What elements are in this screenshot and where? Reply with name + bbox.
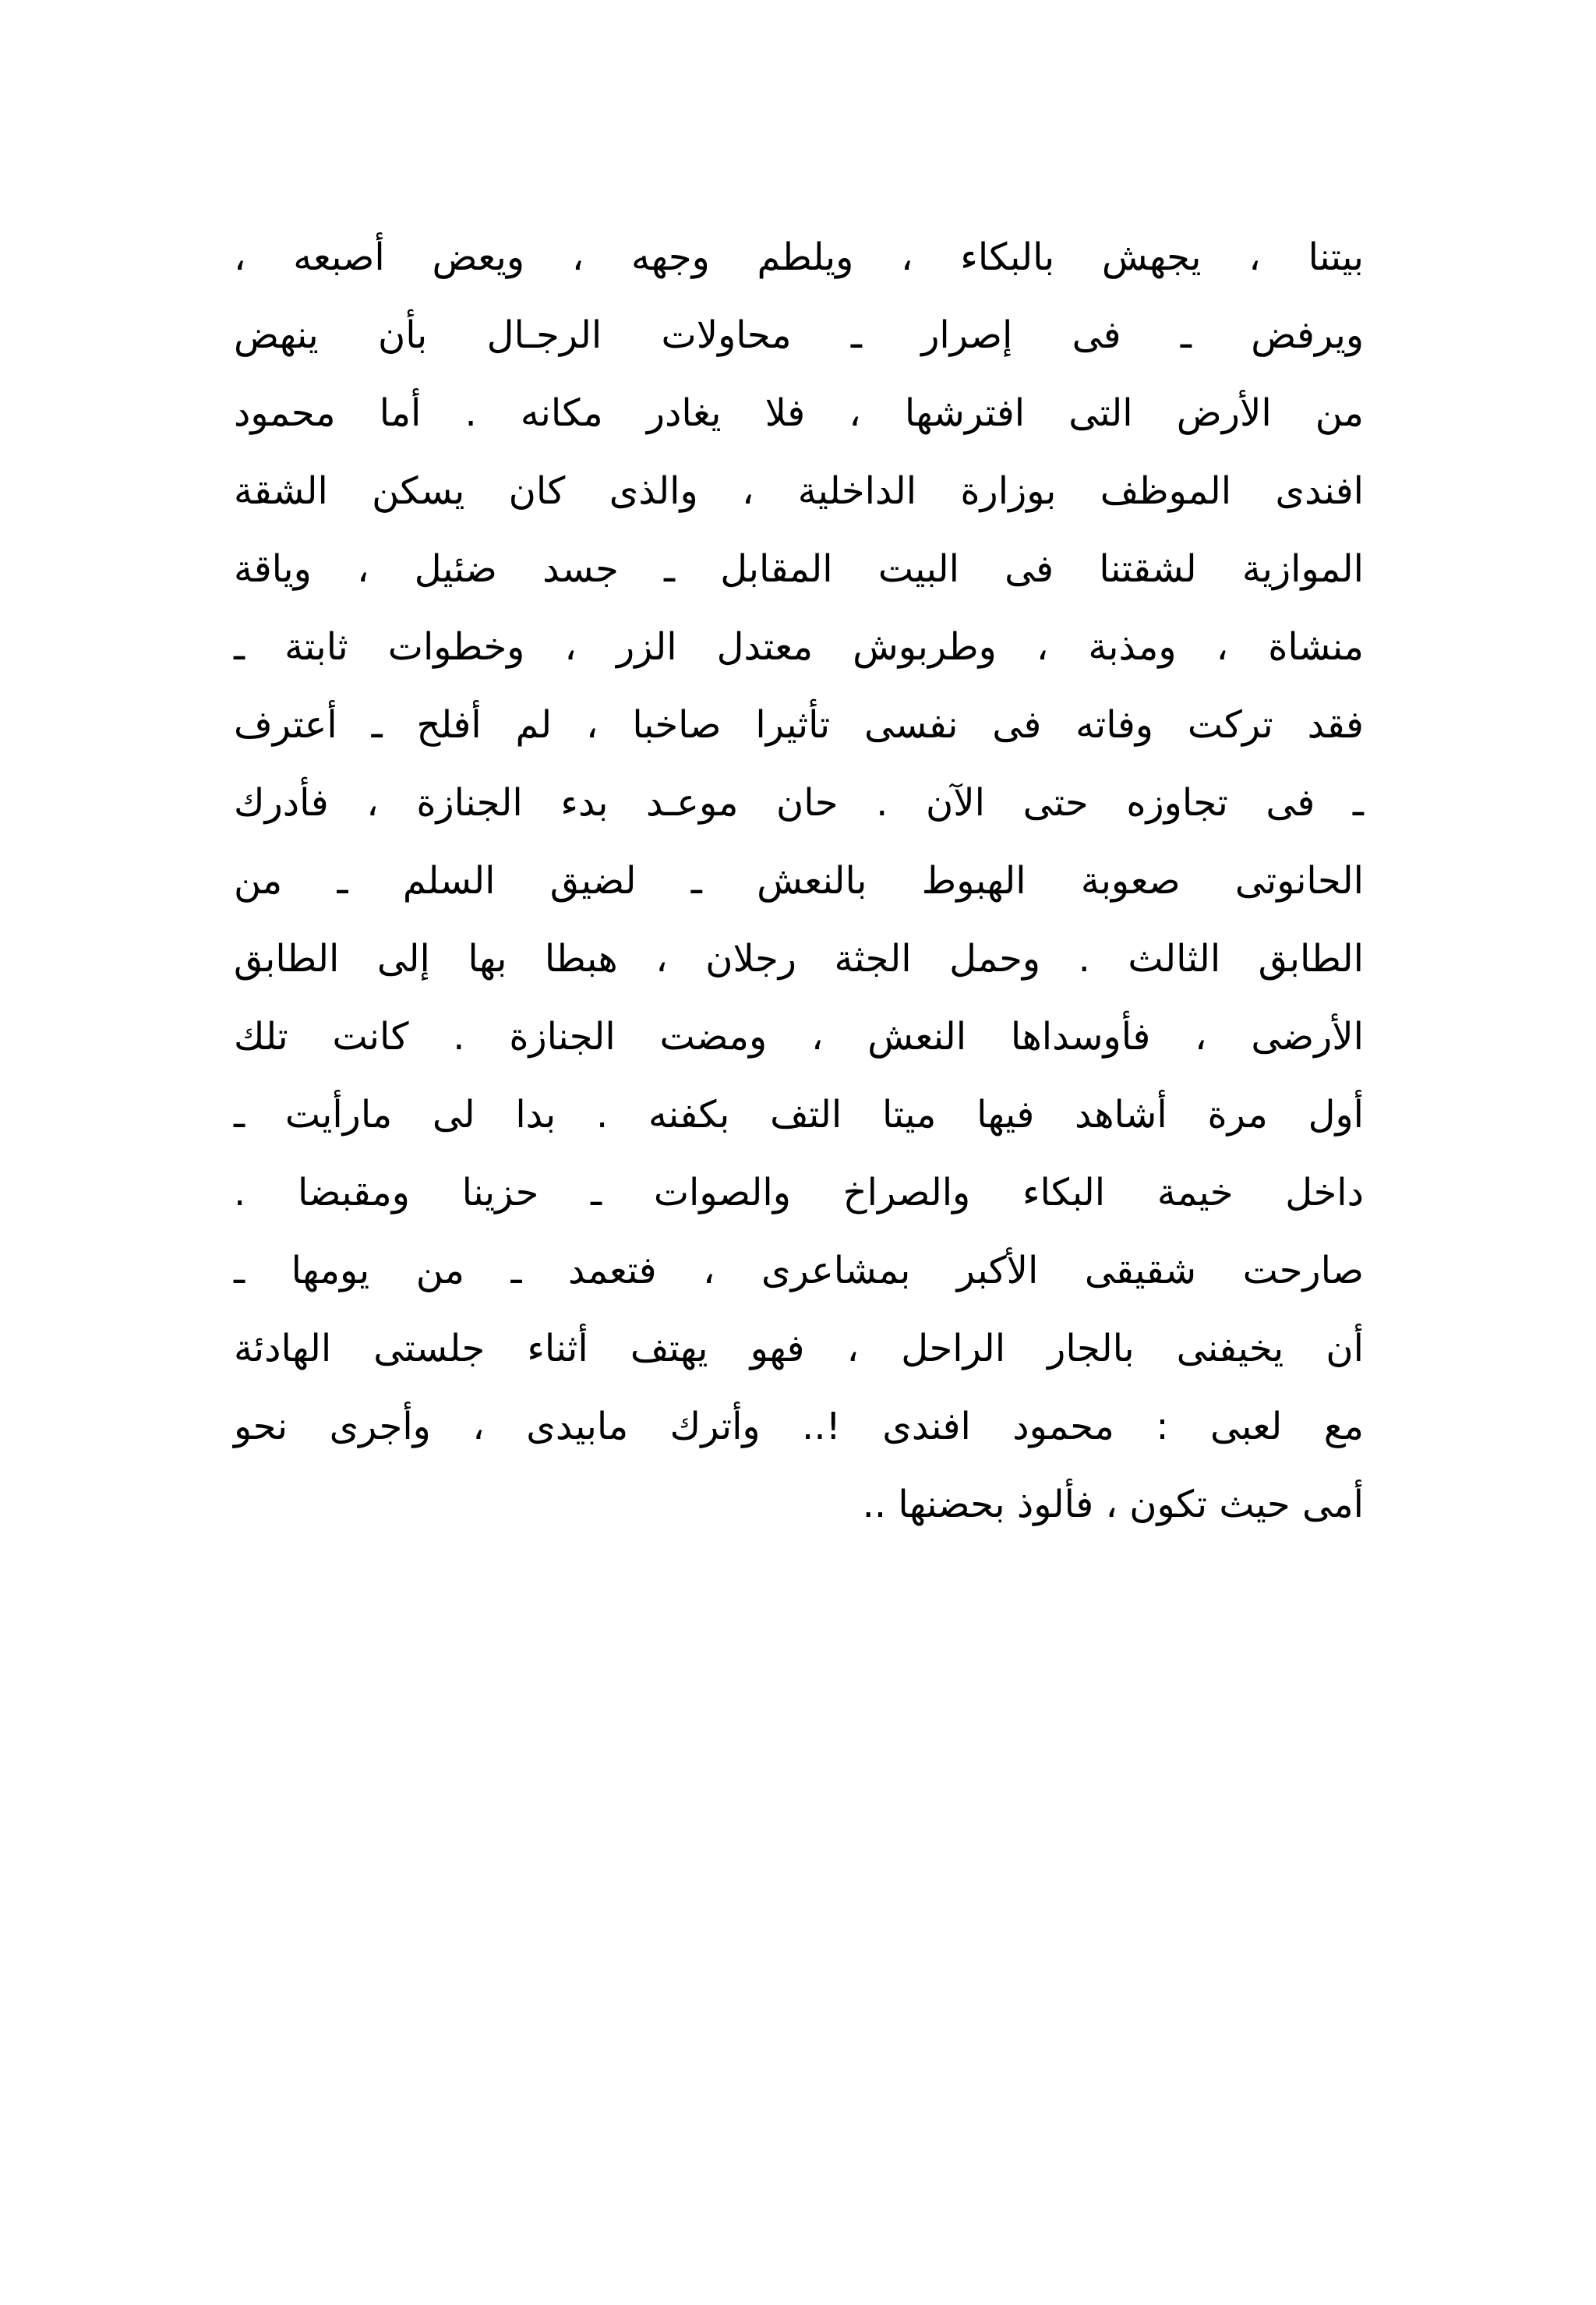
text-line-10: الطابق الثالث . وحمل الجثة رجلان ، هبطا بها إلى الطابق bbox=[234, 937, 1364, 981]
text-line-11: الأرضى ، فأوسداها النعش ، ومضت الجنازة . كانت تلك bbox=[234, 1015, 1364, 1059]
text-line-14: صارحت شقيقى الأكبر بمشاعرى ، فتعمد ـ من يومها ـ bbox=[234, 1249, 1364, 1292]
text-line-6: منشاة ، ومذبة ، وطربوش معتدل الزر ، وخطوات ثابتة ـ bbox=[234, 625, 1364, 669]
text-line-13: داخل خيمة البكاء والصراخ والصوات ـ حزينا ومقبضا . bbox=[234, 1171, 1364, 1214]
text-line-17: أمى حيث تكون ، فألوذ بحضنها .. bbox=[862, 1483, 1364, 1526]
body-text bbox=[234, 218, 1364, 1543]
text-line-5: الموازية لشقتنا فى البيت المقابل ـ جسد ضئيل ، وياقة bbox=[234, 547, 1364, 591]
text-line-4: افندى الموظف بوزارة الداخلية ، والذى كان يسكن الشقة bbox=[234, 469, 1364, 513]
text-line-12: أول مرة أشاهد فيها ميتا التف بكفنه . بدا لى مارأيت ـ bbox=[234, 1093, 1364, 1137]
text-line-7: فقد تركت وفاته فى نفسى تأثيرا صاخبا ، لم أفلح ـ أعترف bbox=[234, 703, 1364, 747]
text-line-15: أن يخيفنى بالجار الراحل ، فهو يهتف أثناء جلستى الهادئة bbox=[234, 1327, 1364, 1370]
text-line-2: ويرفض ـ فى إصرار ـ محاولات الرجـال بأن ينهض bbox=[234, 313, 1364, 357]
text-line-8: ـ فى تجاوزه حتى الآن . حان موعـد بدء الجنازة ، فأدرك bbox=[234, 781, 1364, 825]
text-line-3: من الأرض التى افترشها ، فلا يغادر مكانه . أما محمود bbox=[234, 391, 1364, 435]
text-line-9: الحانوتى صعوبة الهبوط بالنعش ـ لضيق السلم ـ من bbox=[234, 859, 1364, 903]
text-line-16: مع لعبى : محمود افندى !.. وأترك مابيدى ، وأجرى نحو bbox=[234, 1405, 1364, 1448]
text-line-1: بيتنا ، يجهش بالبكاء ، ويلطم وجهه ، ويعض أصبعه ، bbox=[234, 235, 1364, 279]
